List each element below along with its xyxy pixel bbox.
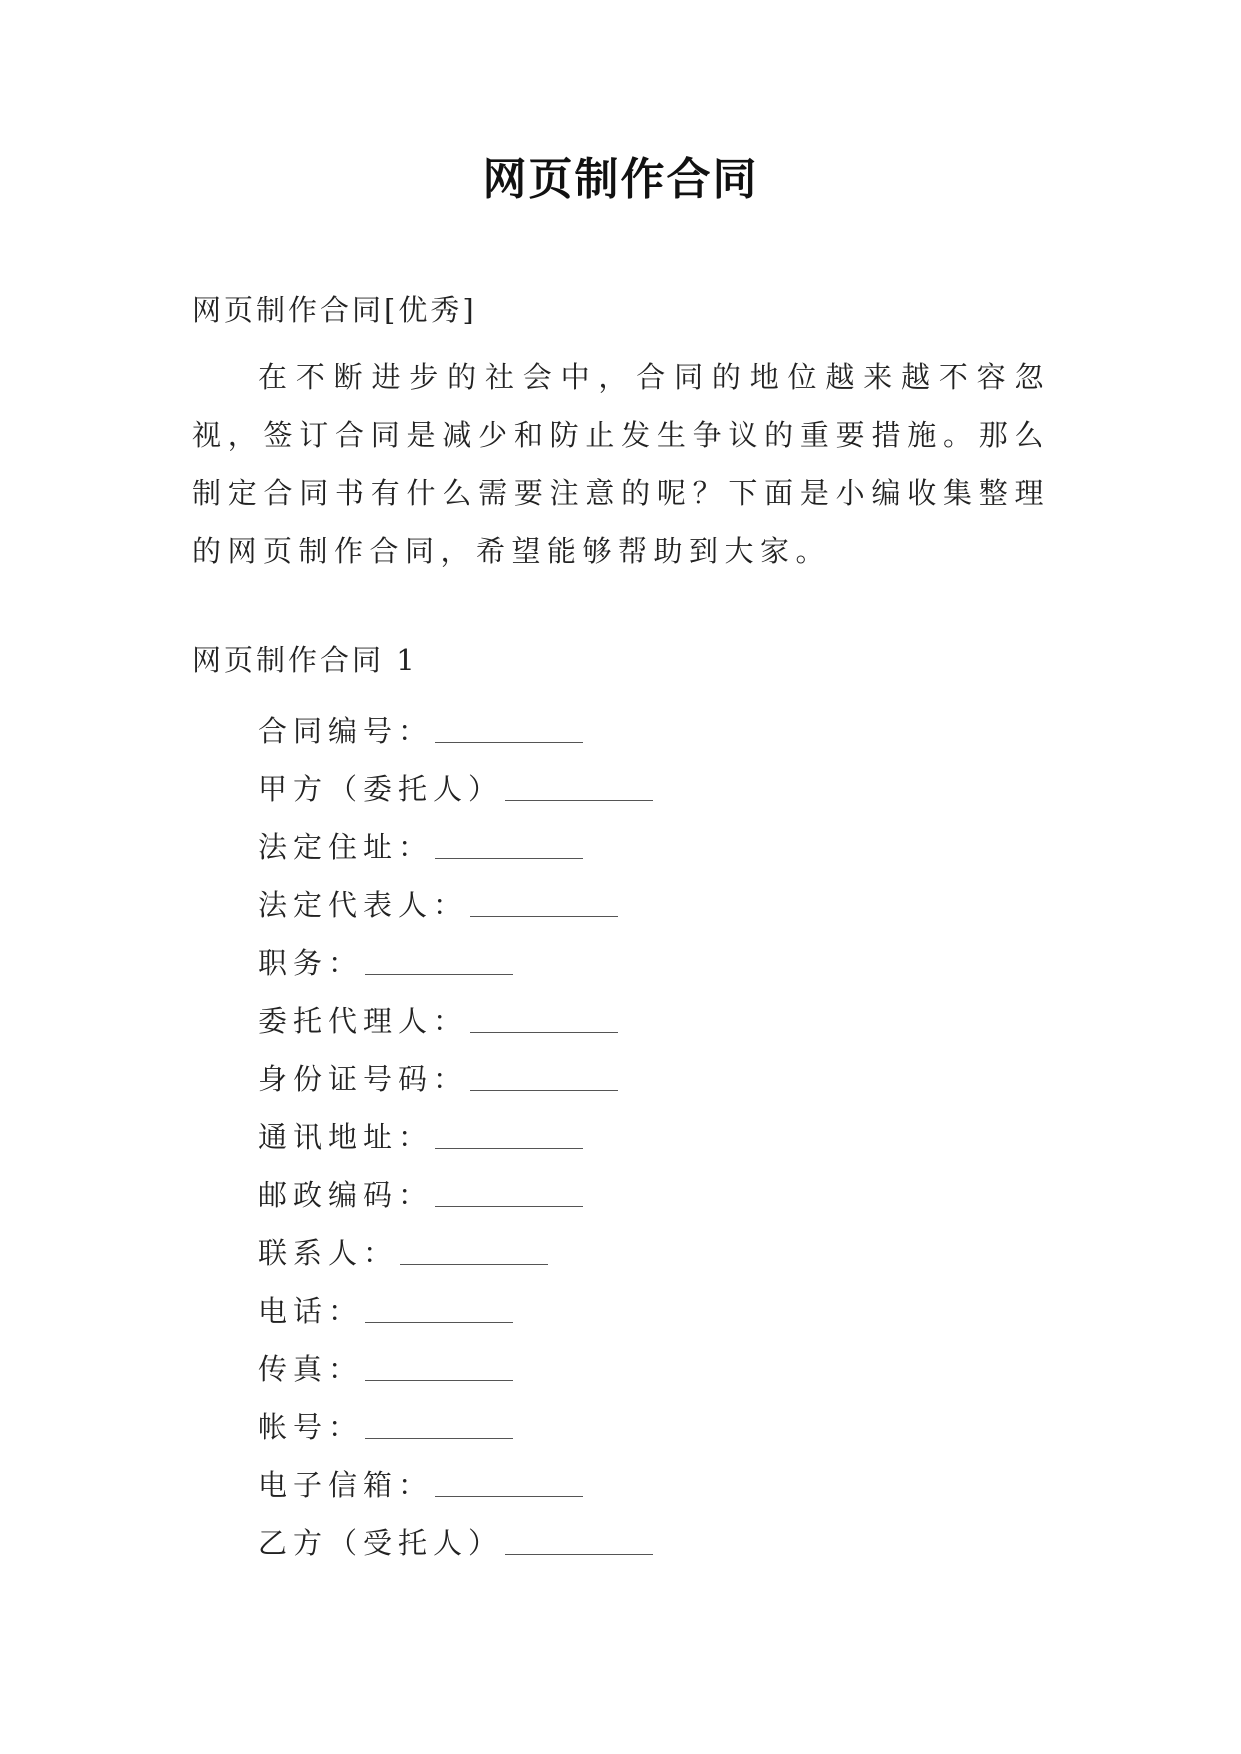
field-label: 乙方（受托人） [258, 1525, 504, 1560]
field-id-number [258, 1048, 653, 1106]
field-party-a [258, 758, 653, 816]
field-fax [258, 1338, 653, 1396]
field-label: 帐号： [258, 1409, 364, 1444]
field-blank-line [470, 890, 618, 917]
field-label: 身份证号码： [258, 1061, 469, 1096]
field-contact-person [258, 1222, 653, 1280]
field-legal-representative [258, 874, 653, 932]
field-blank-line [470, 1006, 618, 1033]
field-label: 甲方（委托人） [258, 771, 504, 806]
field-phone [258, 1280, 653, 1338]
field-party-b [258, 1512, 653, 1570]
field-blank-line [400, 1238, 548, 1265]
field-legal-address [258, 816, 653, 874]
field-blank-line [470, 1064, 618, 1091]
contract-fields [258, 700, 653, 1570]
field-label: 联系人： [258, 1235, 399, 1270]
field-label: 电话： [258, 1293, 364, 1328]
field-label: 法定住址： [258, 829, 434, 864]
field-label: 合同编号： [258, 713, 434, 748]
field-blank-line [435, 1180, 583, 1207]
field-label: 委托代理人： [258, 1003, 469, 1038]
field-blank-line [365, 1412, 513, 1439]
field-label: 通讯地址： [258, 1119, 434, 1154]
field-blank-line [365, 1354, 513, 1381]
field-position [258, 932, 653, 990]
document-title: 网页制作合同 [482, 154, 759, 205]
intro-paragraph: 在不断进步的社会中，合同的地位越来越不容忽视，签订合同是减少和防止发生争议的重要措施。那么制定合同书有什么需要注意的呢？下面是小编收集整理的网页制作合同，希望能够帮助到大家。 [192, 360, 1050, 568]
section-title: 网页制作合同 1 [192, 643, 418, 677]
field-account [258, 1396, 653, 1454]
field-email [258, 1454, 653, 1512]
field-label: 电子信箱： [258, 1467, 434, 1502]
field-blank-line [505, 1528, 653, 1555]
field-label: 职务： [258, 945, 364, 980]
field-blank-line [435, 716, 583, 743]
field-blank-line [435, 832, 583, 859]
field-authorized-agent [258, 990, 653, 1048]
field-blank-line [435, 1122, 583, 1149]
field-blank-line [365, 1296, 513, 1323]
field-postal-code [258, 1164, 653, 1222]
field-label: 邮政编码： [258, 1177, 434, 1212]
field-blank-line [505, 774, 653, 801]
field-contract-number [258, 700, 653, 758]
field-blank-line [435, 1470, 583, 1497]
field-label: 传真： [258, 1351, 364, 1386]
document-subtitle: 网页制作合同[优秀] [192, 293, 477, 327]
field-blank-line [365, 948, 513, 975]
field-label: 法定代表人： [258, 887, 469, 922]
field-mailing-address [258, 1106, 653, 1164]
